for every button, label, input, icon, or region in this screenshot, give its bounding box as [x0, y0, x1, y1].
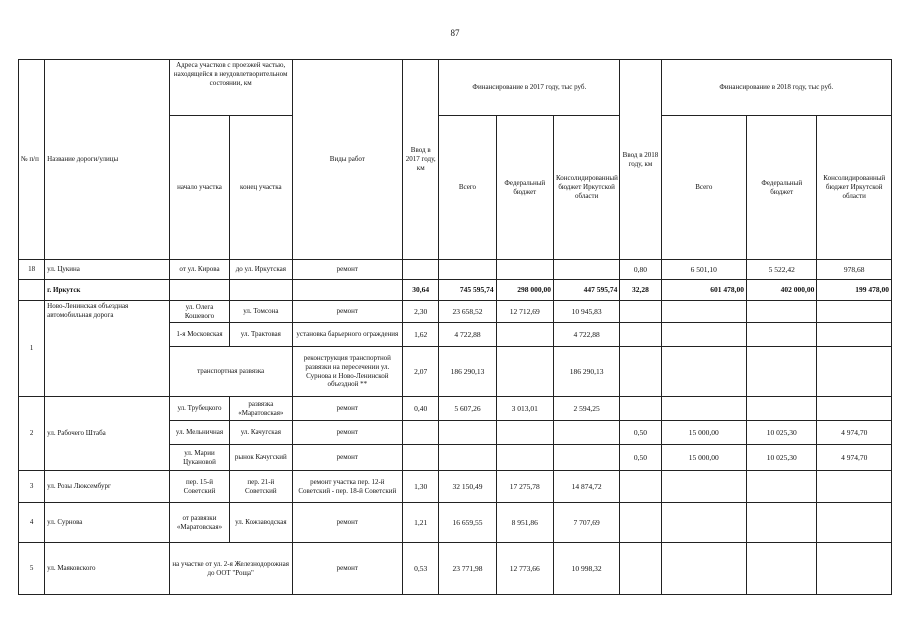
- city-c17: 447 595,74: [553, 280, 619, 301]
- row-road-name: ул. Рабочего Штаба: [45, 397, 170, 471]
- row-f17: 3 013,01: [496, 397, 553, 421]
- header-num: № п/п: [19, 60, 45, 260]
- row-road-name: Ново-Ленинская объездная автомобильная дорога: [45, 301, 170, 397]
- row-num: 18: [19, 260, 45, 280]
- table-row: [19, 280, 892, 301]
- row-t17: 5 607,26: [439, 397, 496, 421]
- row-f17: 8 951,86: [496, 503, 553, 543]
- row-t17: 16 659,55: [439, 503, 496, 543]
- header-total-2018: Всего: [661, 116, 746, 260]
- row-start: ул. Марии Цукановой: [169, 445, 229, 471]
- row-road-name: ул. Маяковского: [45, 543, 170, 595]
- row-section: транспортная развязка: [169, 347, 292, 397]
- row-num: 3: [19, 471, 45, 503]
- row-f17: 17 275,78: [496, 471, 553, 503]
- road-repair-table: [18, 59, 892, 595]
- row-c17: 10 998,32: [553, 543, 619, 595]
- row-c17: 10 945,83: [553, 301, 619, 323]
- row-k17: 2,30: [403, 301, 439, 323]
- city-t18: 601 478,00: [661, 280, 746, 301]
- row-work: ремонт: [292, 445, 403, 471]
- row-start: ул. Олега Кошевого: [169, 301, 229, 323]
- row-c18: 4 974,70: [817, 445, 892, 471]
- row-end: ул. Трактовая: [230, 323, 292, 347]
- table-row: [19, 471, 892, 503]
- table-row: [19, 397, 892, 421]
- header-financing-2017: Финансирование в 2017 году, тыс руб.: [439, 60, 620, 116]
- row-k17: 1,21: [403, 503, 439, 543]
- row-end: пер. 21-й Советский: [230, 471, 292, 503]
- row-road-name: ул. Цукина: [45, 260, 170, 280]
- row-k17: 0,53: [403, 543, 439, 595]
- header-address-group: Адреса участков с проезжей частью, находящейся в неудовлетворительном состоянии, км: [169, 60, 292, 116]
- header-consolidated-2017: Консолидированный бюджет Иркутской области: [553, 116, 619, 260]
- row-end: ул. Качугская: [230, 421, 292, 445]
- page-number: 87: [450, 28, 460, 38]
- city-f18: 402 000,00: [747, 280, 817, 301]
- row-start: пер. 15-й Советский: [169, 471, 229, 503]
- row-c17: 14 874,72: [553, 471, 619, 503]
- row-f18: 5 522,42: [747, 260, 817, 280]
- row-t18: 15 000,00: [661, 445, 746, 471]
- row-work: установка барьерного ограждения: [292, 323, 403, 347]
- row-k18: 0,80: [620, 260, 661, 280]
- row-f18: 10 025,30: [747, 421, 817, 445]
- row-start: ул. Мельничная: [169, 421, 229, 445]
- table-row: [19, 301, 892, 323]
- row-end: ул. Томсона: [230, 301, 292, 323]
- row-k17: 1,30: [403, 471, 439, 503]
- row-num: 4: [19, 503, 45, 543]
- row-t17: 23 658,52: [439, 301, 496, 323]
- city-name: г. Иркутск: [45, 280, 170, 301]
- row-k18: 0,50: [620, 445, 661, 471]
- row-road-name: ул. Сурнова: [45, 503, 170, 543]
- row-work: ремонт: [292, 503, 403, 543]
- table-row: [19, 543, 892, 595]
- header-commission-2018: Ввод в 2018 году, км: [620, 60, 661, 260]
- row-k17: 0,40: [403, 397, 439, 421]
- header-work-type: Виды работ: [292, 60, 403, 260]
- row-end: до ул. Иркутская: [230, 260, 292, 280]
- row-num: 1: [19, 301, 45, 397]
- city-f17: 298 000,00: [496, 280, 553, 301]
- row-work: ремонт: [292, 260, 403, 280]
- city-k17: 30,64: [403, 280, 439, 301]
- row-work: ремонт: [292, 301, 403, 323]
- city-k18: 32,28: [620, 280, 661, 301]
- row-end: ул. Кожзаводская: [230, 503, 292, 543]
- row-work: реконструкция транспортной развязки на пересечении ул. Сурнова и Ново-Ленинской объездной **: [292, 347, 403, 397]
- row-k17: 2,07: [403, 347, 439, 397]
- city-t17: 745 595,74: [439, 280, 496, 301]
- table-row: [19, 260, 892, 280]
- row-t17: 186 290,13: [439, 347, 496, 397]
- city-c18: 199 478,00: [817, 280, 892, 301]
- row-k18: 0,50: [620, 421, 661, 445]
- row-f17: 12 712,69: [496, 301, 553, 323]
- row-work: ремонт: [292, 543, 403, 595]
- header-consolidated-2018: Консолидированный бюджет Иркутской области: [817, 116, 892, 260]
- row-t17: 32 150,49: [439, 471, 496, 503]
- row-c17: 7 707,69: [553, 503, 619, 543]
- header-federal-2017: Федеральный бюджет: [496, 116, 553, 260]
- row-c18: 4 974,70: [817, 421, 892, 445]
- row-k17: 1,62: [403, 323, 439, 347]
- row-work: ремонт участка пер. 12-й Советский - пер. 18-й Советский: [292, 471, 403, 503]
- row-c17: 2 594,25: [553, 397, 619, 421]
- row-num: 2: [19, 397, 45, 471]
- row-t17: 23 771,98: [439, 543, 496, 595]
- header-federal-2018: Федеральный бюджет: [747, 116, 817, 260]
- header-financing-2018: Финансирование в 2018 году, тыс руб.: [661, 60, 891, 116]
- row-start: 1-я Московская: [169, 323, 229, 347]
- row-t17: 4 722,88: [439, 323, 496, 347]
- header-total-2017: Всего: [439, 116, 496, 260]
- row-f17: 12 773,66: [496, 543, 553, 595]
- row-section: на участке от ул. 2-я Железнодорожная до ООТ "Роща": [169, 543, 292, 595]
- row-work: ремонт: [292, 397, 403, 421]
- row-start: от развязки «Маратовская»: [169, 503, 229, 543]
- row-work: ремонт: [292, 421, 403, 445]
- row-f18: 10 025,30: [747, 445, 817, 471]
- row-start: ул. Трубецкого: [169, 397, 229, 421]
- header-end: конец участка: [230, 116, 292, 260]
- row-t18: 15 000,00: [661, 421, 746, 445]
- row-c17: 186 290,13: [553, 347, 619, 397]
- row-end: развязка «Маратовская»: [230, 397, 292, 421]
- row-road-name: ул. Розы Люксембург: [45, 471, 170, 503]
- header-start: начало участка: [169, 116, 229, 260]
- row-c18: 978,68: [817, 260, 892, 280]
- row-num: 5: [19, 543, 45, 595]
- row-t18: 6 501,10: [661, 260, 746, 280]
- row-start: от ул. Кирова: [169, 260, 229, 280]
- header-commission-2017: Ввод в 2017 году, км: [403, 60, 439, 260]
- table-row: [19, 503, 892, 543]
- row-end: рынок Качугский: [230, 445, 292, 471]
- row-c17: 4 722,88: [553, 323, 619, 347]
- header-road-name: Название дороги/улицы: [45, 60, 170, 260]
